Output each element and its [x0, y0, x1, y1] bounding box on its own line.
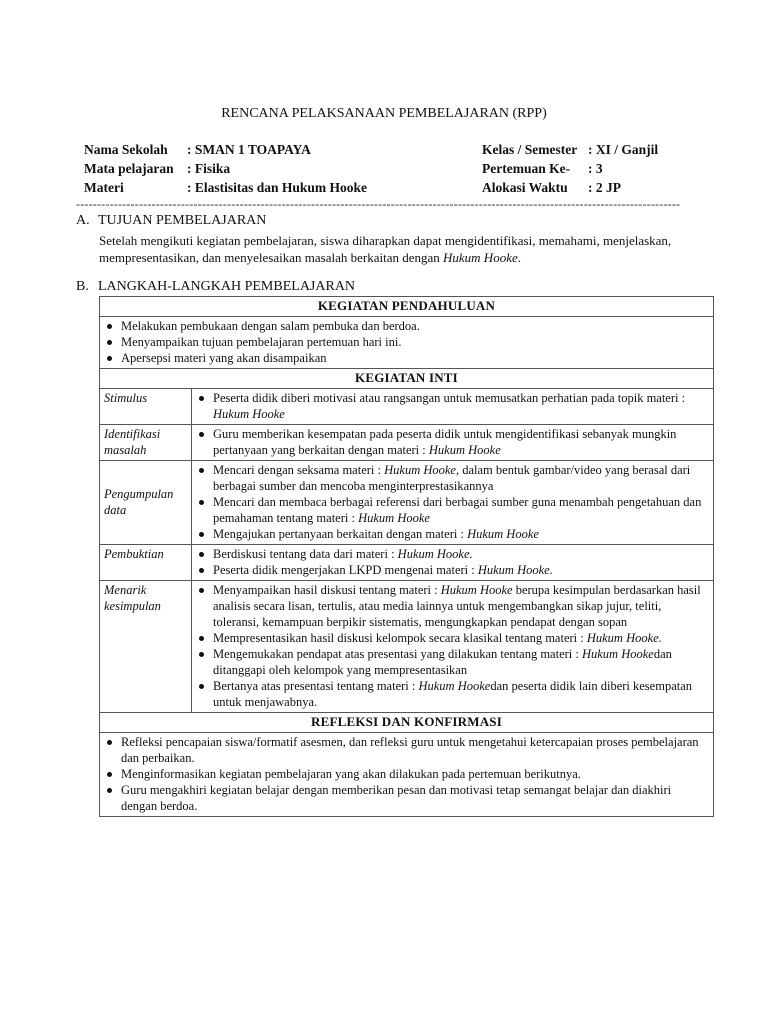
pendahuluan-header: KEGIATAN PENDAHULUAN [100, 297, 714, 317]
item-text: Menyampaikan hasil diskusi tentang materi : [213, 583, 438, 597]
bullet-list [196, 582, 709, 710]
item-text: Guru memberikan kesempatan pada peserta didik untuk mengidentifikasi sebanyak mungkin pertanyaan yang berkaitan dengan materi : [213, 427, 677, 457]
bullet-list [196, 426, 709, 458]
table-row [100, 389, 714, 425]
list-item [196, 494, 709, 526]
pendahuluan-cell [100, 317, 714, 369]
row-content [192, 461, 714, 545]
row-content [192, 389, 714, 425]
paragraph-text: Setelah mengikuti kegiatan pembelajaran, siswa diharapkan dapat mengidentifikasi, memahami, menjelaskan, mempresentasikan, dan menyelesaikan masalah berkaitan dengan [99, 233, 672, 265]
list-item: Apersepsi materi yang akan disampaikan [104, 350, 709, 366]
table-row [100, 733, 714, 817]
list-item: Menginformasikan kegiatan pembelajaran yang akan dilakukan pada pertemuan berikutnya. [104, 766, 709, 782]
item-text: dan ditanggapi oleh kelompok yang mempresentasikan [213, 647, 672, 677]
item-text: dan peserta didik lain diberi kesempatan untuk menjawabnya. [213, 679, 693, 709]
info-value: : XI / Ganjil [588, 142, 659, 157]
item-text: Mencari dan membaca berbagai referensi dari berbagai sumber guna menambah pengetahuan dan pemahaman tentang materi : [213, 495, 702, 525]
list-item [196, 630, 709, 646]
info-row-time [482, 178, 658, 197]
list-item [196, 562, 709, 578]
info-value: : Elastisitas dan Hukum Hooke [187, 180, 368, 195]
list-item [196, 426, 709, 458]
bullet-list [196, 546, 709, 578]
item-text: berupa kesimpulan berdasarkan hasil analisis secara lisan, tertulis, atau media lainnya untuk mengembangkan sikap jujur, teliti, toleransi, kemampuan berpikir sistematis, mengungkapkan pendapat dengan sopan [213, 583, 701, 629]
row-content [192, 425, 714, 461]
item-italic: Hukum Hooke [384, 463, 456, 477]
list-item [196, 582, 709, 630]
item-italic: Hukum Hooke [581, 647, 654, 661]
info-left [84, 140, 367, 197]
refleksi-header: REFLEKSI DAN KONFIRMASI [100, 713, 714, 733]
list-item [196, 546, 709, 562]
list-item [196, 646, 709, 678]
section-a-heading [76, 212, 266, 230]
item-text: Mempresentasikan hasil diskusi kelompok secara klasikal tentang materi : [213, 631, 584, 645]
table-row [100, 297, 714, 317]
section-title: TUJUAN PEMBELAJARAN [98, 213, 267, 228]
info-row-subject [84, 159, 367, 178]
item-italic: Hukum Hooke. [477, 563, 553, 577]
info-row-class [482, 140, 658, 159]
info-row-meeting [482, 159, 658, 178]
inti-header: KEGIATAN INTI [100, 369, 714, 389]
section-a-paragraph [99, 232, 689, 266]
list-item: Menyampaikan tujuan pembelajaran pertemuan hari ini. [104, 334, 709, 350]
list-item [196, 462, 709, 494]
item-text: Peserta didik diberi motivasi atau rangsangan untuk memusatkan perhatian pada topik materi : [213, 391, 686, 405]
info-label: Pertemuan Ke- [482, 161, 571, 176]
bullet-list [104, 318, 709, 366]
list-item: Refleksi pencapaian siswa/formatif asesmen, dan refleksi guru untuk mengetahui ketercapaian proses pembelajaran dan perbaikan. [104, 734, 709, 766]
list-item: Guru mengakhiri kegiatan belajar dengan memberikan pesan dan motivasi tetap semangat belajar dan diakhiri dengan berdoa. [104, 782, 709, 814]
list-item [196, 526, 709, 542]
section-b-heading [76, 278, 355, 296]
bullet-list [196, 390, 709, 422]
table-row [100, 317, 714, 369]
table-row [100, 369, 714, 389]
row-label-identifikasi: Identifikasi masalah [100, 425, 192, 461]
info-value: : SMAN 1 TOAPAYA [187, 142, 311, 157]
item-text: , dalam bentuk gambar/video yang berasal dari berbagai sumber dan mencoba menginterprestasikannya [213, 463, 691, 493]
info-label: Mata pelajaran [84, 161, 174, 176]
section-letter: A. [76, 213, 90, 228]
info-value: : Fisika [187, 161, 231, 176]
document-title: RENCANA PELAKSANAAN PEMBELAJARAN (RPP) [221, 106, 547, 121]
item-text: Mencari dengan seksama materi : [213, 463, 381, 477]
list-item [196, 390, 709, 422]
item-italic: Hukum Hooke [358, 511, 430, 525]
table-row [100, 581, 714, 713]
item-text: Peserta didik mengerjakan LKPD mengenai materi : [213, 563, 475, 577]
info-value: : 3 [588, 161, 603, 176]
info-right [482, 140, 658, 197]
info-value: : 2 JP [588, 180, 621, 195]
info-row-school [84, 140, 367, 159]
item-italic: Hukum Hooke. [397, 547, 473, 561]
table-row [100, 425, 714, 461]
row-label-pembuktian: Pembuktian [100, 545, 192, 581]
item-italic: Hukum Hooke [213, 407, 285, 421]
table-row [100, 713, 714, 733]
row-label-stimulus: Stimulus [100, 389, 192, 425]
bullet-list [104, 734, 709, 814]
info-label: Nama Sekolah [84, 142, 168, 157]
paragraph-italic: Hukum Hooke [443, 250, 518, 265]
row-content [192, 545, 714, 581]
item-italic: Hukum Hooke [428, 443, 501, 457]
item-italic: Hukum Hooke [418, 679, 491, 693]
info-label: Alokasi Waktu [482, 180, 568, 195]
steps-table [99, 296, 714, 817]
row-label-menarik: Menarik kesimpulan [100, 581, 192, 713]
table-row [100, 461, 714, 545]
dashed-separator: ------------------------------------------------------------------------------------------------------------------------------------------------ [76, 198, 681, 210]
paragraph-end: . [517, 250, 521, 265]
section-letter: B. [76, 279, 89, 294]
item-italic: Hukum Hooke [440, 583, 513, 597]
section-title: LANGKAH-LANGKAH PEMBELAJARAN [98, 279, 356, 294]
bullet-list [196, 462, 709, 542]
item-text: Bertanya atas presentasi tentang materi : [213, 679, 416, 693]
info-label: Kelas / Semester [482, 142, 578, 157]
item-text: Mengemukakan pendapat atas presentasi yang dilakukan tentang materi : [213, 647, 579, 661]
table-row [100, 545, 714, 581]
item-text: Berdiskusi tentang data dari materi : [213, 547, 395, 561]
list-item [196, 678, 709, 710]
list-item: Melakukan pembukaan dengan salam pembuka dan berdoa. [104, 318, 709, 334]
row-content [192, 581, 714, 713]
item-text: Mengajukan pertanyaan berkaitan dengan materi : [213, 527, 464, 541]
info-row-material [84, 178, 367, 197]
refleksi-cell [100, 733, 714, 817]
item-italic: Hukum Hooke. [586, 631, 662, 645]
info-label: Materi [84, 180, 124, 195]
item-italic: Hukum Hooke [467, 527, 539, 541]
row-label-pengumpulan: Pengumpulan data [100, 461, 192, 545]
